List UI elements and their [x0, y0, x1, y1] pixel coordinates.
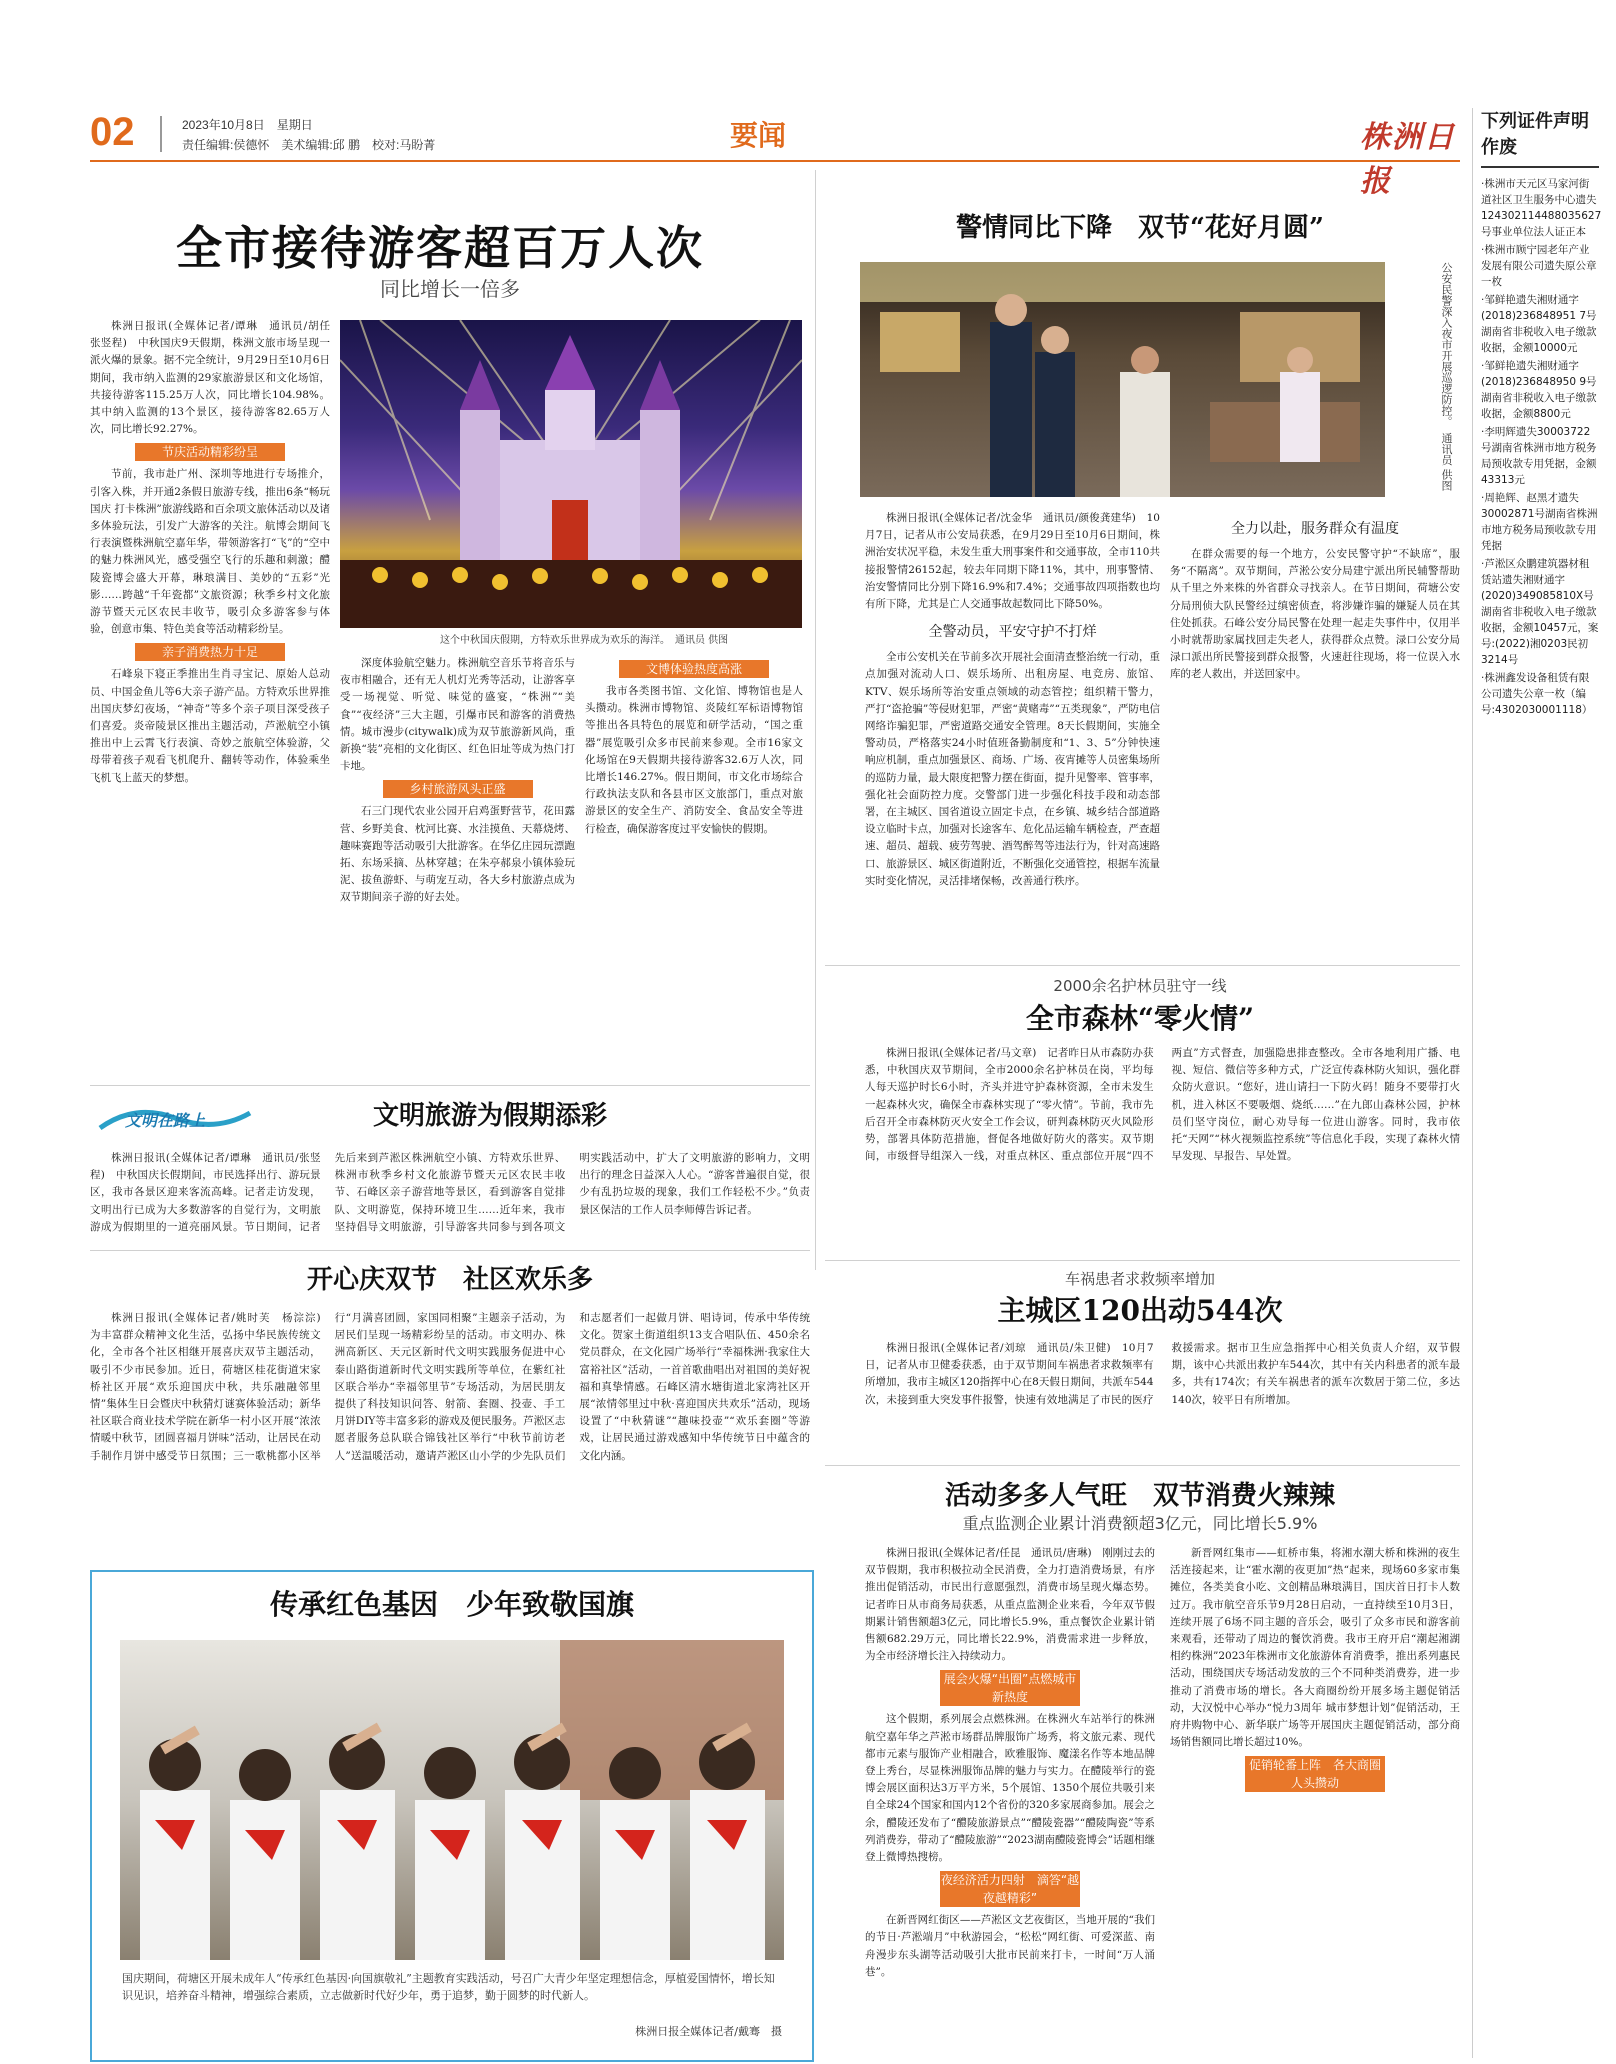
article1-col1: [90, 318, 341, 1078]
article1-subhead: 同比增长一倍多: [380, 277, 520, 301]
article8-subhead: 重点监测企业累计消费额超3亿元，同比增长5.9%: [962, 1514, 1318, 1533]
section-rule: [825, 965, 1460, 966]
article8-headline: 活动多多人气旺 双节消费火辣辣: [944, 1481, 1335, 1511]
article3-text: 株洲日报讯(全媒体记者/马文章) 记者昨日从市森防办获悉，中秋国庆双节期间，全市2000余名护林员在岗，平均每人每天巡护时长6小时，齐头并进守护森林资源，全市未发生一起森林火灾，确保全市森林实现了“零火情”。节前，我市先后召开全市森林防灭火安全工作会议，研判森林防灭火风险形势，部署具体防范措施，督促各地做好防火的落实。双节期间，市级督导组深入一线，对重点林区、重点部位开展“四不两直”方式督查，加强隐患排查整改。全市各地利用广播、电视、短信、微信等多种方式，广泛宣传森林防火知识，强化群众防火意识。“您好，进山请扫一下防火码！随身不要带打火机，进入林区不要吸烟、烧纸……”在九郎山森林公园，护林员们坚守岗位，耐心劝导每一位进山游客。同时，我市依托“天网”“林火视频监控系统”等信息化手段，实现了森林火情早发现、早报告、早处置。: [865, 1047, 1460, 1163]
flag-feature-box: [90, 1570, 814, 2062]
article8-sub2: 夜经济活力四射 滴答“越夜越精彩”: [940, 1873, 1080, 1906]
notice-item: ·株洲市天元区马家河街道社区卫生服务中心遗失124302114488035627号事业单位法人证正本: [1481, 178, 1602, 238]
article5-text: 株洲日报讯(全媒体记者/姚时芙 杨淙淙) 为丰富群众精神文化生活，弘扬中华民族传统文化，全市各个社区相继开展喜庆双节主题活动，吸引不少市民参加。近日，荷塘区桂花街道宋家桥社区开展“欢乐迎国庆中秋，共乐融融邻里情”集体生日会暨庆中秋猜灯谜赛体验活动；新华社区联合商业技术学院在新华一村小区开展“浓浓情暖中秋节，团圆喜福月饼味”活动，让居民在动手制作月饼中感受节日氛围；三一歌桃都小区举行“月满喜团圆，家国同相聚”主题亲子活动，为居民们呈现一场精彩纷呈的活动。市文明办、株洲高新区、天元区新时代文明实践服务促进中心泰山路街道新时代文明实践所等单位，在紫红社区联合举办“幸福邻里节”专场活动，为居民朋友提供了科技知识问答、射箭、套圈、投壶、手工月饼DIY等丰富多彩的游戏及便民服务。芦淞区志愿者服务总队联合锦钱社区举行“中秋节前访老人”送温暖活动，邀请芦淞区山小学的少先队员们和志愿者们一起做月饼、唱诗词，传承中华传统文化。贺家土街道组织13支合唱队伍、450余名党员群众，在文化园广场举行“幸福株洲·我家住大富裕社区”活动，一首首歌曲唱出对祖国的美好祝福和真挚情感。石峰区清水塘街道北家湾社区开展“浓情邻里过中秋·喜迎国庆共欢乐”活动，现场设置了“中秋猜谜”“趣味投壶”“欢乐套圈”等游戏，让居民通过游戏感知中华传统节日中蕴含的文化内涵。: [90, 1312, 810, 1462]
police-photo-caption: 公安民警深入夜市开展巡逻防控。 通讯员 供图: [1440, 262, 1453, 491]
header-rule: [90, 160, 1460, 162]
article8-col1: [865, 1545, 1155, 2055]
castle-light-show: [340, 320, 802, 628]
section-name: 要闻: [730, 121, 787, 152]
page-number: 02: [90, 110, 135, 154]
flag-salute-photo: [120, 1640, 784, 1960]
festival-photo-caption: 这个中秋国庆假期，方特欢乐世界成为欢乐的海洋。 通讯员 供图: [440, 635, 729, 646]
civilized-logo: [95, 1098, 255, 1138]
article1-p1: 节前，我市赴广州、深圳等地进行专场推介，引客入株，并开通2条假日旅游专线，推出6条“畅玩国庆 打卡株洲”旅游线路和百余项文旅体活动以及诸多体验玩法，引发广大游客的关注。航博会期间飞行表演暨株洲航空嘉年华，带领游客打“飞”的“空中的魅力株洲风光，感受强空飞行的乐趣和刺激；醴陵瓷博会盛大开幕，琳琅满目、美妙的“五彩”光影……跨越“千年瓷都”文旅资源；秋季乡村文化旅游节暨天元区农民丰收节，吸引众多游客参与体验，创意市集、特色美食等活动精彩纷呈。: [90, 468, 330, 636]
article1-col3: [585, 655, 803, 1050]
article1-sub2: 亲子消费热力十足: [135, 643, 285, 661]
notice-column: [1472, 108, 1602, 2058]
notice-item: ·邹鲜艳遗失湘财通字(2018)236848950 9号湖南省非税收入电子缴款收据，金额8800元: [1481, 360, 1597, 420]
section-rule: [825, 1465, 1460, 1466]
article3-body: [865, 1045, 1460, 1255]
article2-col1: [865, 510, 1160, 960]
article2-sub2: 全力以赴，服务群众有温度: [1231, 520, 1399, 536]
section-rule: [90, 1250, 810, 1251]
article6-caption: 国庆期间，荷塘区开展未成年人“传承红色基因·向国旗敬礼”主题教育实践活动，号召广大青少年坚定理想信念，厚植爱国情怀，增长知识见识，培养奋斗精神，增强综合素质，立志做新时代好少年，勇于追梦，勤于圆梦的时代新人。: [122, 1972, 775, 2002]
article7-kicker: 车祸患者求救频率增加: [1064, 1270, 1215, 1288]
festival-photo: [340, 320, 802, 628]
article1-lead: 株洲日报讯(全媒体记者/谭琳 通讯员/胡任 张竖程) 中秋国庆9天假期，株洲文旅市场呈现一派火爆的景象。据不完全统计，9月29日至10月6日期间，我市纳入监测的29家旅游景区和文化场馆，共接待游客115.25万人次，同比增长104.98%。其中纳入监测的13个景区，接待游客82.65万人次，同比增长92.27%。: [90, 320, 341, 436]
article1-col2: [340, 655, 575, 1050]
notice-item: ·株洲鑫发设备租赁有限公司遗失公章一枚（编号:4302030001118）: [1481, 672, 1593, 716]
svg-text:文明在路上: 文明在路上: [125, 1111, 206, 1130]
article1-p2: 石峰泉下寝正季推出生肖寻宝记、原始人总动员、中国金鱼儿等6大亲子游产品。方特欢乐世界推出国庆梦幻夜场，“神奇”等多个亲子项目深受孩子们喜爱。炎帝陵景区推出主题活动，芦淞航空小镇推出中上云霄飞行表演、奇妙之旅航空体验游，父母带着孩子观看飞机爬升、翻转等动作，体验乘坐飞机飞上蓝天的梦想。: [90, 668, 330, 784]
article7-headline: 主城区120出动544次: [997, 1294, 1283, 1327]
night-market-scene: [860, 262, 1385, 497]
article1-sub4: 文博体验热度高涨: [619, 660, 769, 678]
section-rule: [825, 1260, 1460, 1261]
article1-sub3: 乡村旅游风头正盛: [383, 780, 533, 798]
students-saluting-scene: [120, 1640, 784, 1960]
article2-headline: 警情同比下降 双节“花好月圆”: [956, 213, 1324, 243]
article7-body: [865, 1340, 1460, 1456]
article6-credit: 株洲日报全媒体记者/戴骞 摄: [635, 2025, 782, 2038]
article1-p4: 石三门现代农业公园开启鸡蛋野营节，花田露营、乡野美食、枕河比赛、水洼摸鱼、天幕烧烤、趣味赛跑等活动吸引大批游客。在华亿庄园玩漂跑拓、东场采摘、丛林穿越；在朱亭郝泉小镇体验玩泥、拔鱼游虾、与萌宠互动，各大乡村旅游点成为双节期间亲子游的好去处。: [340, 805, 575, 904]
article2-sub1: 全警动员，平安守护不打烊: [928, 623, 1097, 640]
article6-headline: 传承红色基因 少年致敬国旗: [269, 1588, 634, 1621]
article4-text: 株洲日报讯(全媒体记者/谭琳 通讯员/张竖程) 中秋国庆长假期间，市民选择出行、游玩景区，我市各景区迎来客流高峰。记者走访发现，文明出行已成为大多数游客的自觉行为，文明旅游成为假期里的一道亮丽风景。节日期间，记者先后来到芦淞区株洲航空小镇、方特欢乐世界、株洲市秋季乡村文化旅游节暨天元区农民丰收节、石峰区亲子游营地等景区，看到游客自觉排队、文明游览，保持环境卫生……近年来，我市坚持倡导文明旅游，引导游客共同参与到各项文明实践活动中，扩大了文明旅游的影响力，文明出行的理念日益深入人心。“游客普遍很自觉，很少有乱扔垃圾的现象，我们工作轻松不少。”负责景区保洁的工作人员李师傅告诉记者。: [90, 1152, 810, 1233]
article2-p2: 在群众需要的每一个地方，公安民警守护“不缺席”，服务“不隔离”。双节期间，芦淞公安分局建宁派出所民辅警帮助从千里之外来株的外省群众寻找亲人。在节日期间，荷塘公安分局刑侦大队民警经过缜密侦查，将涉嫌诈骗的嫌疑人员在其住处抓获。石峰公安分局民警在处理一起走失事件中，仅用半小时就帮助家属找回走失老人，获得群众点赞。渌口公安分局渌口派出所民警接到群众报警，火速赶往现场，将一位误入水库的老人救出，并送回家中。: [1170, 548, 1460, 681]
editors-line: 责任编辑:侯德怀 美术编辑:邱 鹏 校对:马盼菁: [182, 138, 436, 152]
article3-headline: 全市森林“零火情”: [1025, 1002, 1255, 1035]
article2-lead: 株洲日报讯(全媒体记者/沈金华 通讯员/颜俊龚建华) 10月7日，记者从市公安局获悉，在9月29日至10月6日期间，株洲治安状况平稳，未发生重大刑事案件和交通事故，全市110共接报警情26152起，较去年同期下降11%，其中，刑事警情、治安警情同比分别下降16.9%和7.4%；交通事故四项指数也均有所下降，尤其是亡人交通事故起数同比下降50%。: [865, 512, 1160, 611]
issue-date: 2023年10月8日 星期日: [182, 118, 313, 132]
notice-item: ·周艳辉、赵黑才遗失30002871号湖南省株洲市地方税务局预收款专用凭据: [1481, 492, 1598, 552]
notice-item: ·株洲市顾宁园老年产业发展有限公司遗失原公章一枚: [1481, 244, 1597, 288]
article8-p1: 这个假期，系列展会点燃株洲。在株洲火车站举行的株洲航空嘉年华之芦淞市场群品牌服饰广场秀，将文旅元素、现代都市元素与服饰产业相融合，欧雅服饰、魔漾名作等本地品牌登上秀台，尽显株洲服饰品牌的魅力与实力。在醴陵举行的瓷博会展区面积达3万平方米，5个展馆、1350个展位共吸引来自全球24个国家和国内12个省份的320多家展商参加。展会之余，醴陵还发布了“醴陵旅游景点”“醴陵瓷器”“醴陵陶瓷”等系列消费券，带动了“醴陵旅游”“2023湖南醴陵瓷博会”话题相继登上微博热搜榜。: [865, 1713, 1155, 1864]
article4-headline: 文明旅游为假期添彩: [372, 1101, 607, 1131]
article7-text: 株洲日报讯(全媒体记者/刘琼 通讯员/朱卫健) 10月7日，记者从市卫健委获悉，由于双节期间车祸患者求救频率有所增加，我市主城区120指挥中心在8天假日期间，共派车544次，未接到重大突发事件报警，快速有效地满足了市民的医疗救援需求。据市卫生应急指挥中心相关负责人介绍，双节假期，该中心共派出救护车544次，其中有关内科患者的派车最多，共有174次；有关车祸患者的派车次数居于第二位，多达140次，较平日有所增加。: [865, 1342, 1460, 1406]
article8-p3: 新晋网红集市——虹桥市集，将湘水潮大桥和株洲的夜生活连接起来，让“霍水潮的夜更加”热“起来，现场60多家市集摊位，各类美食小吃、文创精品琳琅满目，国庆首日打卡人数过万。我市航空音乐节9月28日启动，一直持续至10月3日，连续开展了6场不同主题的音乐会，吸引了众多市民和游客前来观看，还带动了周边的餐饮消费。我市王府开启“潮起湘湖 相约株洲”2023年株洲市文化旅游体育消费季，推出系列惠民活动，围绕国庆专场活动发放的三个不同种类消费券，进一步推动了消费市场的增长。各大商圈纷纷开展多场主题促销活动，大汉悦中心举办“悦力3周年 城市梦想计划”促销活动，王府井购物中心、新华联广场等开展国庆主题促销活动，部分商场销售额同比增长超过10%。: [1170, 1547, 1460, 1749]
header-divider: [160, 116, 162, 152]
article1-p5: 我市各类图书馆、文化馆、博物馆也是人头攒动。株洲市博物馆、炎陵红军标语博物馆等推出各具特色的展览和研学活动，“国之重器”展览吸引众多市民前来参观。全市16家文化场馆在9天假期共接待游客32.6万人次，同比增长146.27%。假日期间，市文化市场综合行政执法支队和各县市区文旅部门，重点对旅游景区的安全生产、消防安全、食品安全等进行检查，确保游客度过平安愉快的假期。: [585, 685, 803, 835]
article8-col2: [1170, 1545, 1460, 2055]
article3-kicker: 2000余名护林员驻守一线: [1053, 977, 1227, 995]
notice-item: ·李明辉遗失30003722号湖南省株洲市地方税务局预收款专用凭据，金额43313元: [1481, 426, 1597, 486]
section-rule: [90, 1085, 810, 1086]
article8-lead: 株洲日报讯(全媒体记者/任昆 通讯员/唐琳) 刚刚过去的双节假期，我市积极拉动全民消费，全力打造消费场景，有序推出促销活动，市民出行意愿强烈，消费市场呈现火爆态势。记者昨日从市商务局获悉，从重点监测企业来看，今年双节假期累计销售额超3亿元，同比增长5.9%，重点餐饮企业累计销售额682.29万元，同比增长22.9%，消费需求进一步释放，为全市经济增长注入持续动力。: [865, 1547, 1155, 1663]
notice-item: ·芦淞区众鹏建筑器材租赁站遗失湘财通字(2020)349085810X号湖南省非税收入电子缴款收据，金额10457元，案号:(2022)湘0203民初3214号: [1481, 558, 1599, 666]
notice-list: [1481, 176, 1602, 718]
notice-title: 下列证件声明作废: [1481, 108, 1599, 168]
column-divider: [815, 170, 816, 1270]
article8-p2: 在新晋网红街区——芦淞区文艺夜街区，当地开展的“我们的节日·芦淞端月”中秋游园会，“松松”网红街、可爱深蓝、南舟漫步东头湖等活动吸引大批市民前来打卡，一时间“万人涌巷”。: [865, 1914, 1155, 1978]
article1-sub1: 节庆活动精彩纷呈: [135, 443, 285, 461]
page-header: [90, 108, 1460, 198]
notice-item: ·邹鲜艳遗失湘财通字(2018)236848951 7号湖南省非税收入电子缴款收据，金额10000元: [1481, 294, 1597, 354]
paper-logo: 株洲日报: [1360, 121, 1456, 198]
article5-headline: 开心庆双节 社区欢乐多: [306, 1265, 593, 1295]
article8-sub3: 促销轮番上阵 各大商圈人头攒动: [1245, 1756, 1385, 1792]
police-photo: [860, 262, 1385, 497]
article8-sub1: 展会火爆“出圈”点燃城市新热度: [940, 1670, 1080, 1706]
article1-p3: 深度体验航空魅力。株洲航空音乐节将音乐与夜市相融合，还有无人机灯光秀等活动，让游客享受一场视觉、听觉、味觉的盛宴，“株洲”“美食”“夜经济”三大主题，引爆市民和游客的消费热情。城市漫步(citywalk)成为双节旅游新风尚，重新换“装”亮相的文化街区、红色旧址等成为热门打卡地。: [340, 657, 575, 773]
article5-body: [90, 1310, 810, 1558]
civilized-journey-logo-icon: [95, 1098, 255, 1138]
article1-headline: 全市接待游客超百万人次: [176, 221, 704, 275]
article2-p1: 全市公安机关在节前多次开展社会面清查整治统一行动，重点加强对流动人口、娱乐场所、出租房屋、电竞房、旅馆、KTV、娱乐场所等治安重点领域的动态管控；组织精干警力，严打“盗抢骗”等侵财犯罪，严密“黄赌毒”“五类现象”，严防电信网络诈骗犯罪，严密道路交通安全管理。8天长假期间，实施全警动员，严格落实24小时值班备勤制度和“1、3、5”分钟快速响应机制，重点加强景区、商场、广场、夜宵摊等人员密集场所的巡防力量，最大限度把警力摆在街面，提升见警率、管事率，强化社会面防控力度。交警部门进一步强化科技手段和动态部署，在主城区、国省道设立固定卡点，在乡镇、城乡结合部道路设立临时卡点，加强对长途客车、危化品运输车辆检查，严查超速、超员、超载、疲劳驾驶、酒驾醉驾等违法行为，针对高速路口、旅游景区、城区街道附近，不断强化交通管控，根据车流量实时变化情况，灵活排堵保畅，改善通行秩序。: [865, 651, 1160, 887]
article2-col2: [1170, 510, 1460, 960]
